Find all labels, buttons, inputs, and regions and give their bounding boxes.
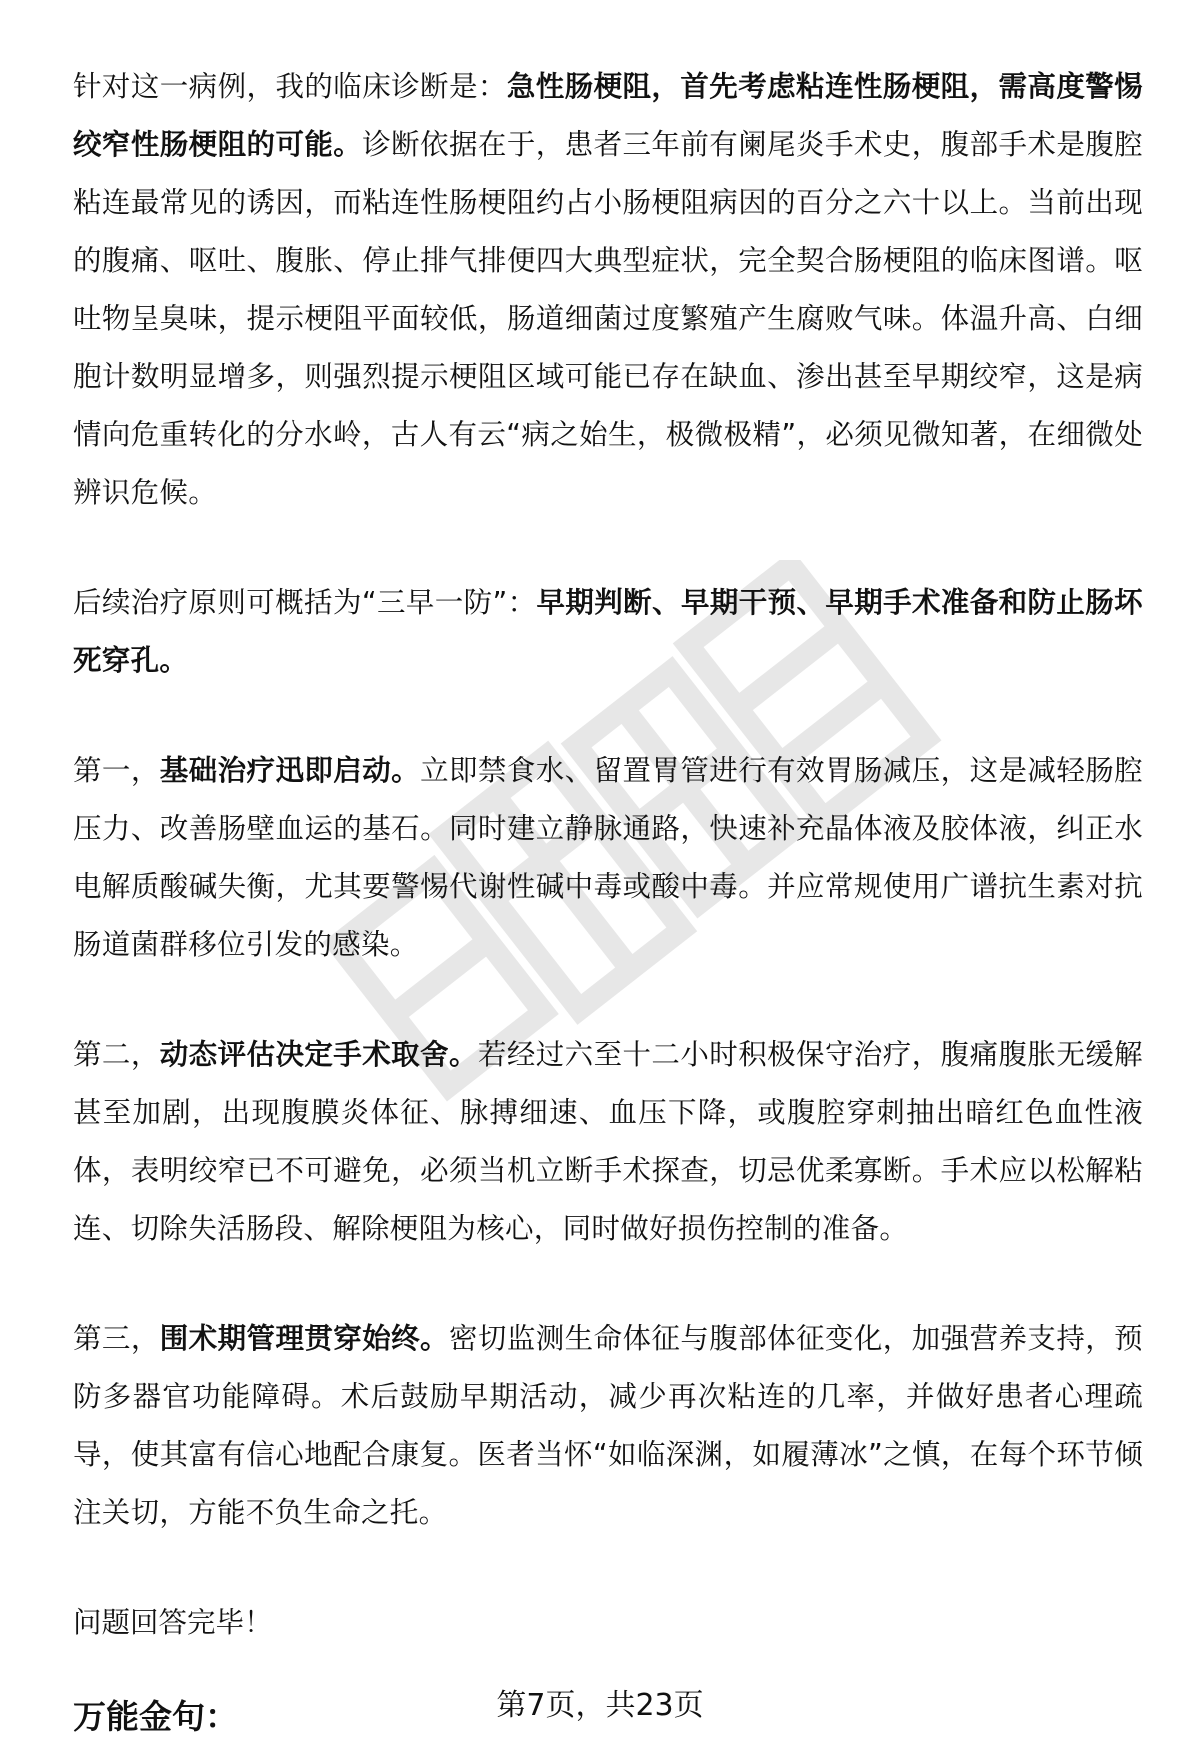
step-three-prefix: 第三，	[73, 1322, 160, 1355]
treatment-principle-paragraph	[73, 574, 1143, 690]
diagnosis-intro: 针对这一病例，我的临床诊断是：	[73, 70, 507, 103]
step-two-title: 动态评估决定手术取舍。	[159, 1038, 478, 1071]
step-one-prefix: 第一，	[73, 754, 160, 787]
step-two-body: 若经过六至十二小时积极保守治疗，腹痛腹胀无缓解甚至加剧，出现腹膜炎体征、脉搏细速、血压下降，或腹腔穿刺抽出暗红色血性液体，表明绞窄已不可避免，必须当机立断手术探查，切忌优柔寡断。手术应以松解粘连、切除失活肠段、解除梗阻为核心，同时做好损伤控制的准备。	[73, 1038, 1143, 1245]
step-three-paragraph	[73, 1310, 1143, 1542]
document-body	[73, 58, 1143, 1742]
diagnosis-basis: 诊断依据在于，患者三年前有阑尾炎手术史，腹部手术是腹腔粘连最常见的诱因，而粘连性肠梗阻约占小肠梗阻病因的百分之六十以上。当前出现的腹痛、呕吐、腹胀、停止排气排便四大典型症状，完全契合肠梗阻的临床图谱。呕吐物呈臭味，提示梗阻平面较低，肠道细菌过度繁殖产生腐败气味。体温升高、白细胞计数明显增多，则强烈提示梗阻区域可能已存在缺血、渗出甚至早期绞窄，这是病情向危重转化的分水岭，古人有云“病之始生，极微极精”，必须见微知著，在细微处辨识危候。	[73, 128, 1143, 509]
step-three-body: 密切监测生命体征与腹部体征变化，加强营养支持，预防多器官功能障碍。术后鼓励早期活动，减少再次粘连的几率，并做好患者心理疏导，使其富有信心地配合康复。医者当怀“如临深渊，如履薄冰”之慎，在每个环节倾注关切，方能不负生命之托。	[73, 1322, 1143, 1529]
step-three-title: 围术期管理贯穿始终。	[159, 1322, 449, 1355]
section-heading: 万能金句：	[73, 1697, 238, 1736]
step-one-body: 立即禁食水、留置胃管进行有效胃肠减压，这是减轻肠腔压力、改善肠壁血运的基石。同时建立静脉通路，快速补充晶体液及胶体液，纠正水电解质酸碱失衡，尤其要警惕代谢性碱中毒或酸中毒。并应常规使用广谱抗生素对抗肠道菌群移位引发的感染。	[73, 754, 1143, 961]
treatment-principle-summary: 早期判断、早期干预、早期手术准备和防止肠坏死穿孔。	[73, 586, 1143, 677]
step-two-prefix: 第二，	[73, 1038, 160, 1071]
step-one-title: 基础治疗迅即启动。	[159, 754, 421, 787]
step-one-paragraph	[73, 742, 1143, 974]
diagnosis-paragraph	[73, 58, 1143, 522]
closing-line: 问题回答完毕！	[73, 1606, 273, 1639]
diagnosis-conclusion: 急性肠梗阻，首先考虑粘连性肠梗阻，需高度警惕绞窄性肠梗阻的可能。	[73, 70, 1143, 161]
step-two-paragraph	[73, 1026, 1143, 1258]
page-number: 第7页，共23页	[496, 1688, 704, 1723]
treatment-principle-intro: 后续治疗原则可概括为“三早一防”：	[73, 586, 537, 619]
